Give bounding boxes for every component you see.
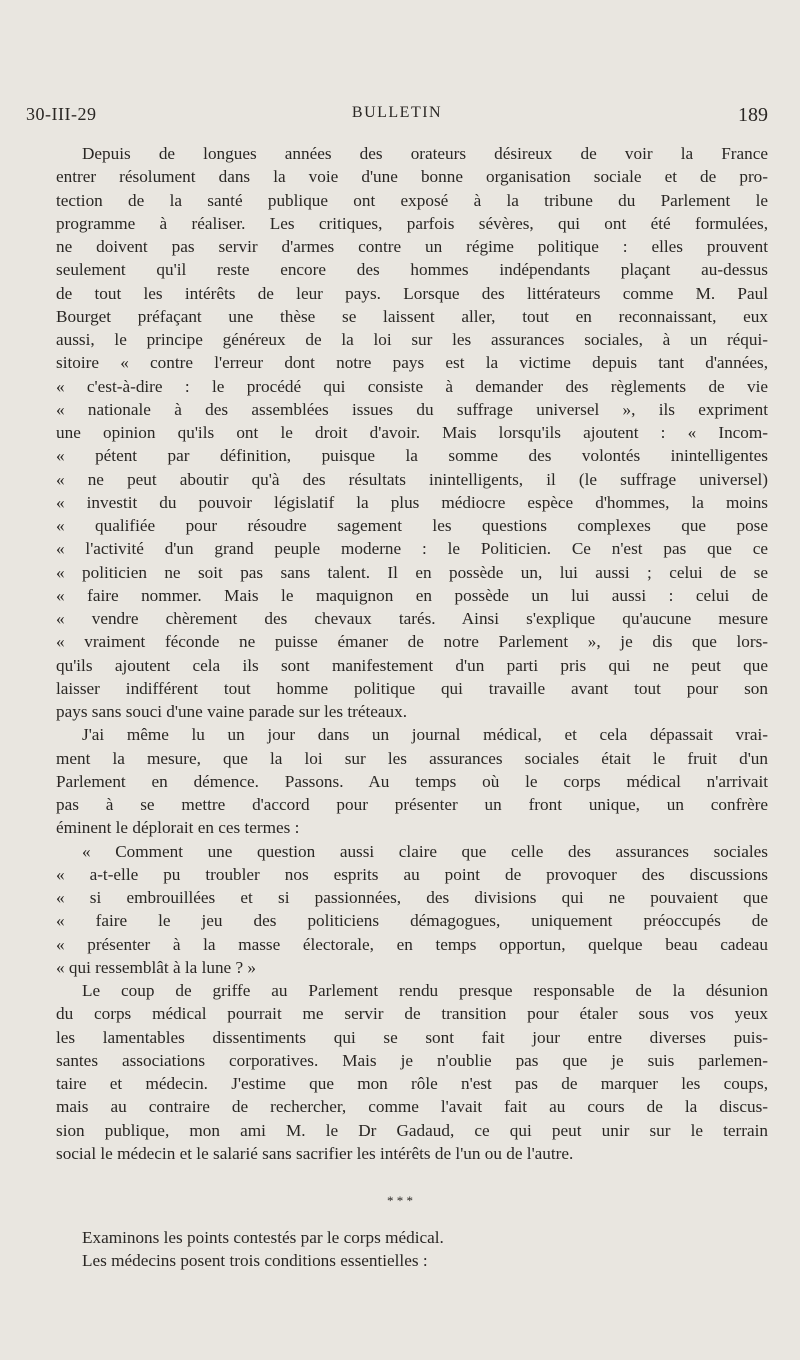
text-line: pays sans souci d'une vaine parade sur les tréteaux. xyxy=(56,702,408,721)
text-line: du corps médical pourrait me servir de transition pour étaler sous vos yeux xyxy=(56,1004,768,1024)
paragraph-3 xyxy=(56,840,768,980)
text-line: « politicien ne soit pas sans talent. Il en possède un, lui aussi ; celui de se xyxy=(56,562,768,582)
text-line: une opinion qu'ils ont le droit d'avoir. Mais lorsqu'ils ajoutent : « Incom- xyxy=(56,423,768,442)
text-line: aussi, le principe généreux de la loi sur les assurances sociales, à un réqui- xyxy=(56,330,768,349)
text-line: « faire nommer. Mais le maquignon en possède un lui aussi : celui de xyxy=(56,585,768,605)
text-line: Bourget préfaçant une thèse se laissent aller, tout en reconnaissant, eux xyxy=(56,306,768,326)
text-line: « vendre chèrement des chevaux tarés. Ainsi s'explique qu'aucune mesure xyxy=(56,609,768,628)
text-line: « nationale à des assemblées issues du suffrage universel », ils expriment xyxy=(56,399,768,419)
text-line: tection de la santé publique ont exposé à la tribune du Parlement le xyxy=(56,190,768,210)
text-line: Depuis de longues années des orateurs désireux de voir la France xyxy=(82,144,768,163)
text-line: Parlement en démence. Passons. Au temps où le corps médical n'arrivait xyxy=(56,771,768,791)
text-line: éminent le déplorait en ces termes : xyxy=(56,818,300,838)
text-line: « l'activité d'un grand peuple moderne : le Politicien. Ce n'est pas que ce xyxy=(56,539,768,559)
text-line: ne doivent pas servir d'armes contre un régime politique : elles prouvent xyxy=(56,237,768,256)
text-line: taire et médecin. J'estime que mon rôle n'est pas de marquer les coups, xyxy=(56,1074,768,1093)
text-line: sitoire « contre l'erreur dont notre pays est la victime depuis tant d'années, xyxy=(56,353,768,373)
text-line: « investit du pouvoir législatif la plus médiocre espèce d'hommes, la moins xyxy=(56,492,768,512)
text-line: laisser indifférent tout homme politique qui travaille avant tout pour son xyxy=(56,678,768,698)
separator-asterisks: * * * xyxy=(387,1193,413,1208)
text-line: « qualifiée pour résoudre sagement les questions complexes que pose xyxy=(56,516,768,535)
page-number: 189 xyxy=(738,104,768,126)
text-line: « Comment une question aussi claire que celle des assurances sociales xyxy=(82,841,768,861)
paragraph-1 xyxy=(56,142,768,723)
text-line: « pétent par définition, puisque la somme des volontés inintelligentes xyxy=(56,446,768,466)
text-line: « faire le jeu des politiciens démagogues, uniquement préoccupés de xyxy=(56,911,768,931)
text-line: Le coup de griffe au Parlement rendu presque responsable de la désunion xyxy=(82,981,768,1000)
text-line: ment la mesure, que la loi sur les assurances sociales était le fruit d'un xyxy=(56,748,768,768)
paragraph-4 xyxy=(56,979,768,1165)
text-line: « vraiment féconde ne puisse émaner de notre Parlement », je dis que lors- xyxy=(56,632,768,652)
text-line: pas à se mettre d'accord pour présenter un front unique, un confrère xyxy=(56,795,768,814)
text-line: social le médecin et le salarié sans sacrifier les intérêts de l'un ou de l'autre. xyxy=(56,1143,574,1163)
section-separator xyxy=(0,1193,800,1208)
text-line: mais au contraire de rechercher, comme l'avait fait au cours de la discus- xyxy=(56,1097,768,1117)
text-line: seulement qu'il reste encore des hommes indépendants plaçant au-dessus xyxy=(56,260,768,280)
text-line: de tout les intérêts de leur pays. Lorsque des littérateurs comme M. Paul xyxy=(56,283,768,303)
header-title: BULLETIN xyxy=(351,104,443,121)
text-line: « c'est-à-dire : le procédé qui consiste à demander des règlements de vie xyxy=(56,376,768,396)
text-line: « si embrouillées et si passionnées, des divisions qui ne pouvaient que xyxy=(56,888,768,907)
text-line: J'ai même lu un jour dans un journal médical, et cela dépassait vrai- xyxy=(82,725,768,745)
header-date: 30-III-29 xyxy=(26,104,97,124)
paragraph-2 xyxy=(56,723,768,839)
running-header xyxy=(26,104,768,132)
article-body xyxy=(56,142,768,1165)
text-line: qu'ils ajoutent cela ils sont manifestement d'un parti pris qui ne peut que xyxy=(56,655,768,675)
text-line: les lamentables dissentiments qui se sont fait jour entre diverses puis- xyxy=(56,1027,768,1047)
text-line: « a-t-elle pu troubler nos esprits au point de provoquer des discussions xyxy=(56,864,768,884)
text-line: entrer résolument dans la voie d'une bonne organisation sociale et de pro- xyxy=(56,167,768,187)
closing-lines xyxy=(82,1226,772,1273)
closing-line: Examinons les points contestés par le corps médical. xyxy=(82,1228,444,1247)
text-line: « qui ressemblât à la lune ? » xyxy=(56,957,256,977)
text-line: « ne peut aboutir qu'à des résultats inintelligents, il (le suffrage universel) xyxy=(56,469,768,489)
text-line: programme à réaliser. Les critiques, parfois sévères, qui ont été formulées, xyxy=(56,213,768,233)
text-line: « présenter à la masse électorale, en temps opportun, quelque beau cadeau xyxy=(56,934,768,954)
text-line: santes associations corporatives. Mais je n'oublie pas que je suis parlemen- xyxy=(56,1050,768,1070)
closing-line: Les médecins posent trois conditions essentielles : xyxy=(82,1251,428,1271)
text-line: sion publique, mon ami M. le Dr Gadaud, ce qui peut unir sur le terrain xyxy=(56,1120,768,1140)
